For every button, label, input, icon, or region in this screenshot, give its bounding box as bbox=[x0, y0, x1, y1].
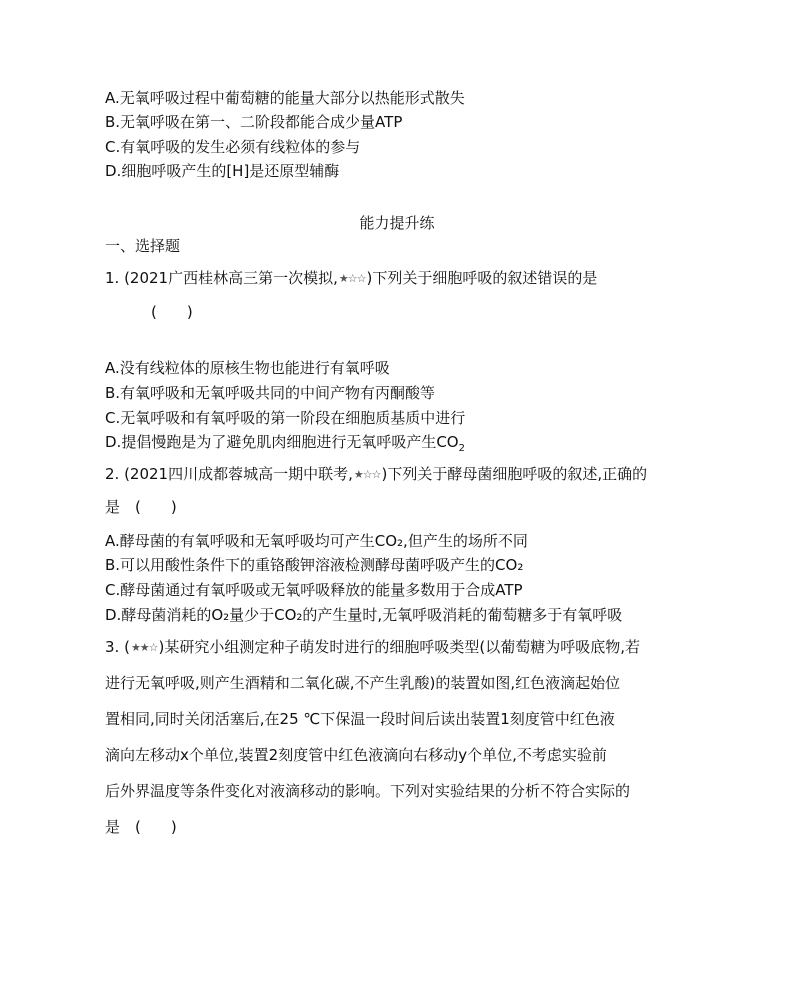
section-title: 能力提升练 bbox=[359, 214, 435, 232]
q1-option-d-sub: 2 bbox=[458, 443, 465, 454]
prev-option-d: D.细胞呼吸产生的[H]是还原型辅酶 bbox=[105, 162, 340, 180]
q1-option-d-text: D.提倡慢跑是为了避免肌肉细胞进行无氧呼吸产生CO bbox=[105, 433, 459, 451]
q3-line-5: 后外界温度等条件变化对液滴移动的影响。下列对实验结果的分析不符合实际的 bbox=[105, 782, 631, 800]
q3-prefix: 3. ( bbox=[105, 638, 130, 656]
q1-option-b: B.有氧呼吸和无氧呼吸共同的中间产物有丙酮酸等 bbox=[105, 384, 436, 402]
q2-option-b: B.可以用酸性条件下的重铬酸钾溶液检测酵母菌呼吸产生的CO₂ bbox=[105, 556, 524, 574]
prev-option-c: C.有氧呼吸的发生必须有线粒体的参与 bbox=[105, 138, 361, 156]
difficulty-stars-icon: ★☆☆ bbox=[338, 271, 366, 285]
q2-option-d: D.酵母菌消耗的O₂量少于CO₂的产生量时,无氧呼吸消耗的葡萄糖多于有氧呼吸 bbox=[105, 606, 623, 624]
prev-option-b: B.无氧呼吸在第一、二阶段都能合成少量ATP bbox=[105, 113, 403, 131]
q2-option-a: A.酵母菌的有氧呼吸和无氧呼吸均可产生CO₂,但产生的场所不同 bbox=[105, 532, 528, 550]
q1-suffix: )下列关于细胞呼吸的叙述错误的是 bbox=[366, 269, 598, 287]
section-heading: 一、选择题 bbox=[105, 237, 181, 255]
q1-option-d bbox=[105, 432, 465, 459]
question-3-stem bbox=[105, 637, 640, 658]
q3-line-3: 置相同,同时关闭活塞后,在25 ℃下保温一段时间后读出装置1刻度管中红色液 bbox=[105, 710, 615, 728]
q2-prefix: 2. (2021四川成都蓉城高一期中联考, bbox=[105, 465, 353, 483]
q3-line-2: 进行无氧呼吸,则产生酒精和二氧化碳,不产生乳酸)的装置如图,红色液滴起始位 bbox=[105, 674, 621, 692]
difficulty-stars-icon: ★☆☆ bbox=[353, 467, 381, 481]
q1-option-a: A.没有线粒体的原核生物也能进行有氧呼吸 bbox=[105, 359, 390, 377]
q1-answer-paren: ( ) bbox=[151, 303, 193, 321]
q2-stem-line-2: 是 ( ) bbox=[105, 498, 177, 516]
difficulty-stars-icon: ★★☆ bbox=[130, 640, 158, 654]
q3-line-4: 滴向左移动x个单位,装置2刻度管中红色液滴向右移动y个单位,不考虑实验前 bbox=[105, 746, 607, 764]
question-2-stem bbox=[105, 464, 647, 485]
q3-line-6: 是 ( ) bbox=[105, 818, 177, 836]
prev-option-a: A.无氧呼吸过程中葡萄糖的能量大部分以热能形式散失 bbox=[105, 89, 465, 107]
q3-line-1: )某研究小组测定种子萌发时进行的细胞呼吸类型(以葡萄糖为呼吸底物,若 bbox=[158, 638, 641, 656]
q1-prefix: 1. (2021广西桂林高三第一次模拟, bbox=[105, 269, 338, 287]
q2-option-c: C.酵母菌通过有氧呼吸或无氧呼吸释放的能量多数用于合成ATP bbox=[105, 581, 523, 599]
q2-suffix: )下列关于酵母菌细胞呼吸的叙述,正确的 bbox=[381, 465, 648, 483]
q1-option-c: C.无氧呼吸和有氧呼吸的第一阶段在细胞质基质中进行 bbox=[105, 409, 466, 427]
question-1-stem bbox=[105, 268, 597, 289]
